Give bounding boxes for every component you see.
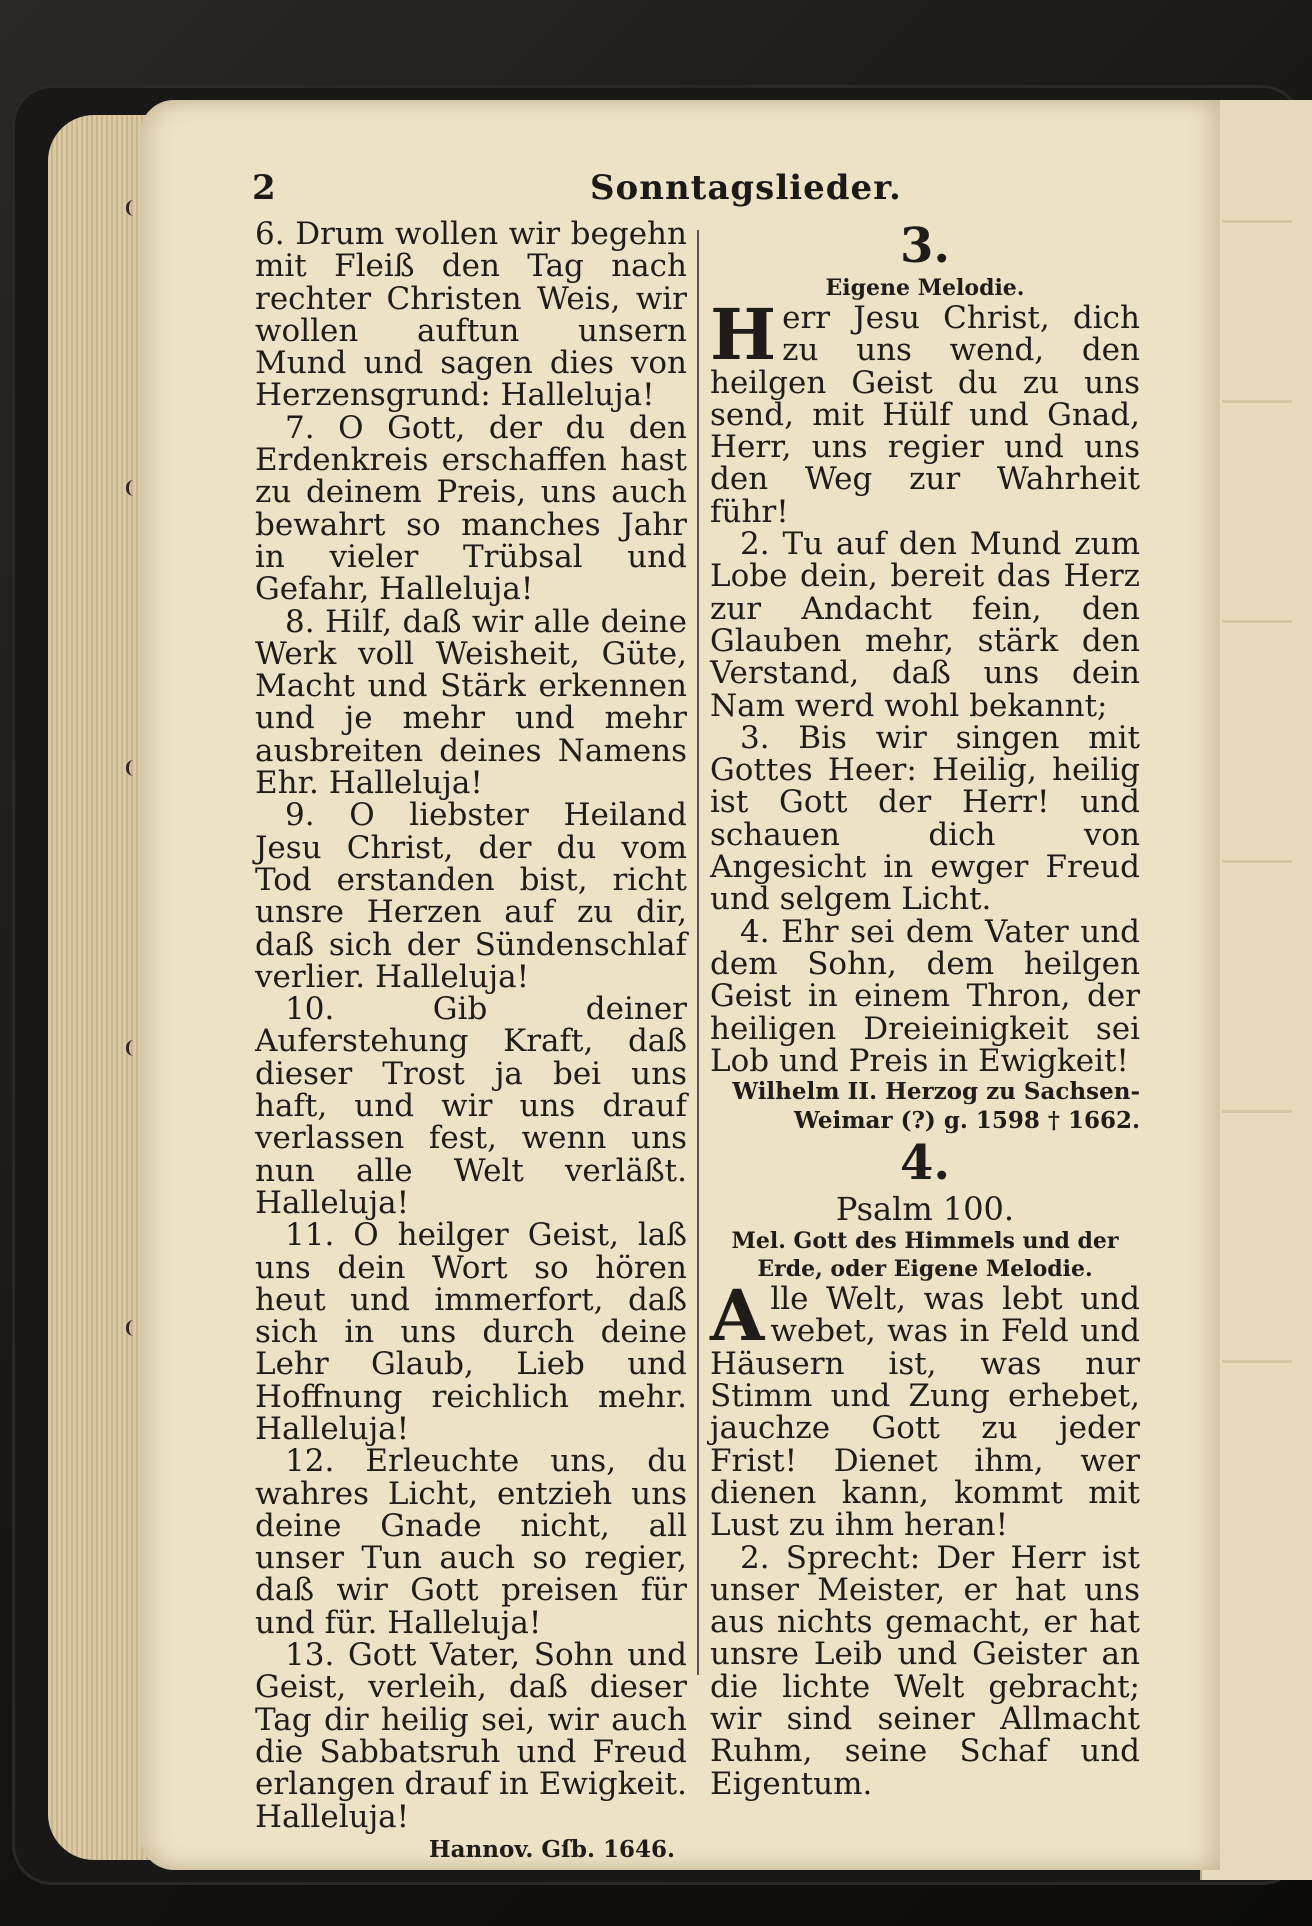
running-title: Sonntagslieder. [590, 168, 902, 208]
hymn-4-melody: Mel. Gott des Himmels und der Erde, oder Eigene Melodie. [731, 1228, 1119, 1283]
drop-cap: H [710, 293, 777, 376]
binding-mark [126, 200, 141, 216]
page-number: 2 [252, 168, 276, 208]
drop-cap: A [710, 1274, 765, 1358]
left-column [255, 218, 687, 1867]
hymn-3-stanza-3: 3. Bis wir singen mit Gottes Heer: Heilig, heilig ist Gott der Herr! und schauen dich von Angesicht in ewger Freud und selgem Licht. [710, 719, 1140, 918]
hymn-4-number: 4. [899, 1135, 951, 1192]
binding-mark [126, 1320, 141, 1336]
stanza-text: lle Welt, was lebt und webet, was in Feld und Häusern ist, was nur Stimm und Zung erhebet, jauchze Gott zu jeder Frist! Dienet ihm, wer dienen kann, kommt mit Lust zu ihm heran! [710, 1281, 1140, 1544]
hymn-3-number: 3. [899, 218, 951, 274]
binding-mark [126, 480, 141, 496]
stanza-8: 8. Hilf, daß wir alle deine Werk voll Weisheit, Güte, Macht und Stärk erkennen und je mehr und mehr ausbreiten deines Namens Ehr. Halleluja! [255, 603, 687, 802]
stanza-11: 11. O heilger Geist, laß uns dein Wort so hören heut und immerfort, daß sich in uns durch deine Lehr Glaub, Lieb und Hoffnung reichlich mehr. Halleluja! [255, 1217, 687, 1447]
column-divider [697, 230, 699, 1675]
hymn-source: Hannov. Gſb. 1646. [428, 1835, 675, 1863]
hymn-3-author: Wilhelm II. Herzog zu Sachsen-Weimar (?) g. 1598 † 1662. [732, 1078, 1140, 1135]
hymn-4-stanza-1 [710, 1274, 1140, 1544]
binding-mark [126, 760, 141, 776]
stanza-7: 7. O Gott, der du den Erdenkreis erschaffen hast zu deinem Preis, uns auch bewahrt so manches Jahr in vieler Trübsal und Gefahr, Halleluja! [255, 409, 687, 608]
stanza-13: 13. Gott Vater, Sohn und Geist, verleih, daß dieser Tag dir heilig sei, wir auch die Sabbatsruh und Freud erlangen drauf in Ewigkeit. Halleluja! [255, 1637, 687, 1835]
hymn-3-stanza-1 [710, 293, 1140, 530]
binding-mark [126, 1040, 141, 1056]
stanza-text: err Jesu Christ, dich zu uns wend, den heilgen Geist du zu uns send, mit Hülf und Gnad, Herr, uns regier und uns den Weg zur Wahrheit führ! [710, 300, 1140, 530]
stanza-12: 12. Erleuchte uns, du wahres Licht, entzieh uns deine Gnade nicht, all unser Tun auch so regier, daß wir Gott preisen für und für. Halleluja! [255, 1443, 687, 1641]
hymn-4-psalm: Psalm 100. [835, 1190, 1015, 1229]
hymn-3-stanza-2: 2. Tu auf den Mund zum Lobe dein, bereit das Herz zur Andacht fein, den Glauben mehr, stärk den Verstand, daß uns dein Nam werd wohl bekannt; [710, 526, 1140, 724]
right-column [710, 218, 1140, 1800]
stanza-9: 9. O liebster Heiland Jesu Christ, der du vom Tod erstanden bist, richt unsre Herzen auf zu dir, daß sich der Sündenschlaf verlier. Halleluja! [255, 797, 687, 995]
hymn-3-melody: Eigene Melodie. [825, 275, 1025, 301]
hymn-3-stanza-4: 4. Ehr sei dem Vater und dem Sohn, dem heilgen Geist in einem Thron, der heiligen Dreieinigkeit sei Lob und Preis in Ewigkeit! [710, 913, 1140, 1079]
hymn-4-stanza-2: 2. Sprecht: Der Herr ist unser Meister, er hat uns aus nichts gemacht, er hat unsre Leib und Geister an die lichte Welt gebracht; wir sind seiner Allmacht Ruhm, seine Schaf und Eigentum. [710, 1539, 1140, 1802]
stanza-6: 6. Drum wollen wir begehn mit Fleiß den Tag nach rechter Christen Weis, wir wollen auftun unsern Mund und sagen dies von Herzensgrund: Halleluja! [255, 216, 687, 414]
stanza-10: 10. Gib deiner Auferstehung Kraft, daß dieser Trost ja bei uns haft, und wir uns drauf verlassen fest, wenn uns nun alle Welt verläßt. Halleluja! [255, 991, 687, 1221]
